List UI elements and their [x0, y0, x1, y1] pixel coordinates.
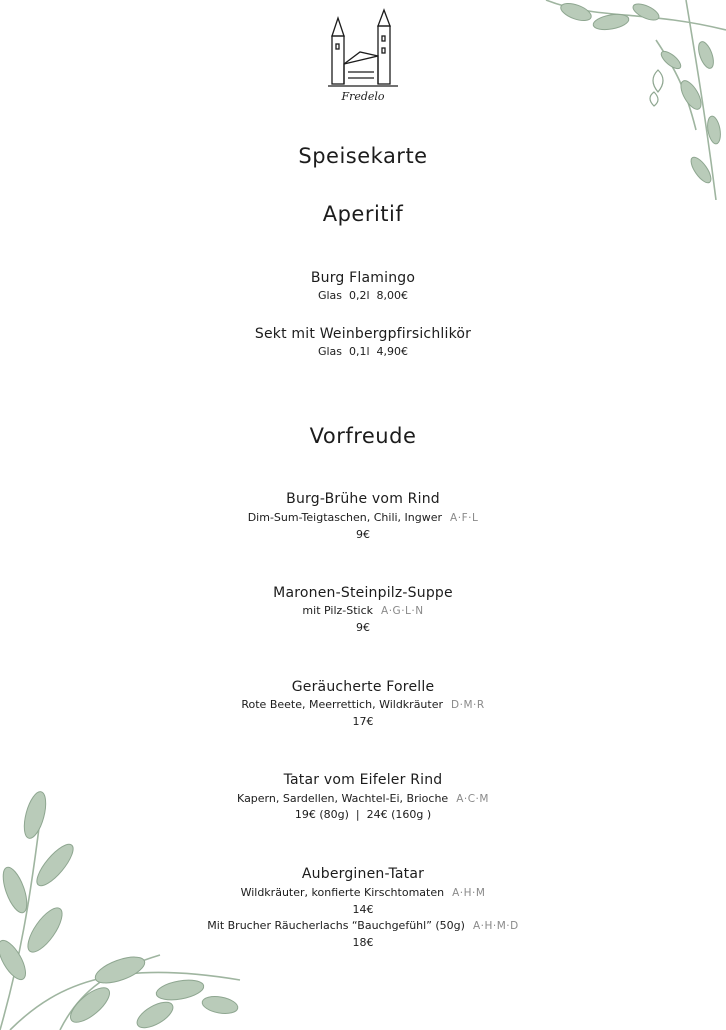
- menu-item-name: Tatar vom Eifeler Rind: [283, 772, 443, 788]
- description-text: Kapern, Sardellen, Wachtel-Ei, Brioche: [237, 792, 449, 805]
- page-title: Speisekarte: [298, 144, 428, 168]
- castle-logo-icon: [318, 8, 408, 108]
- section-heading-aperitif: Aperitif: [322, 202, 404, 226]
- menu-item-name: Auberginen-Tatar: [301, 866, 425, 882]
- menu-item-detail: Glas 0,2l 8,00€: [317, 289, 409, 302]
- allergen-codes: A·H·M: [452, 887, 486, 899]
- description-text: Rote Beete, Meerrettich, Wildkräuter: [241, 698, 444, 711]
- description-text: Dim-Sum-Teigtaschen, Chili, Ingwer: [247, 511, 443, 524]
- description-text: Wildkräuter, konfierte Kirschtomaten: [240, 886, 445, 899]
- menu-item-name: Sekt mit Weinbergpfirsichlikör: [254, 326, 472, 342]
- description-text: Mit Brucher Räucherlachs “Bauchgefühl” (50g): [207, 919, 465, 932]
- menu-item-price: 14€: [352, 903, 374, 916]
- menu-item-description: [0, 792, 726, 805]
- allergen-codes: D·M·R: [451, 699, 485, 711]
- menu-item-price: 17€: [352, 715, 374, 728]
- menu-item-name: Burg Flamingo: [310, 270, 416, 286]
- menu-item-name: Geräucherte Forelle: [291, 679, 435, 695]
- menu-item-description: [0, 604, 726, 617]
- menu-item-price: 19€ (80g) | 24€ (160g ): [294, 808, 432, 821]
- menu-item-description: [0, 698, 726, 711]
- allergen-codes: A·C·M: [456, 793, 489, 805]
- menu-item-name: Burg-Brühe vom Rind: [286, 491, 440, 507]
- leaf-decoration-top-right: [536, 0, 726, 200]
- allergen-codes: A·H·M·D: [472, 920, 519, 932]
- menu-item-extra-price: 18€: [352, 936, 374, 949]
- logo-script-text: Fredelo: [341, 90, 385, 103]
- menu-item-price: 9€: [356, 528, 370, 541]
- menu-item-extra-description: [0, 919, 726, 932]
- menu-item-description: [0, 511, 726, 524]
- section-heading-vorfreude: Vorfreude: [309, 424, 417, 448]
- description-text: mit Pilz-Stick: [302, 604, 374, 617]
- menu-item-name: Maronen-Steinpilz-Suppe: [273, 585, 453, 601]
- allergen-codes: A·F·L: [450, 512, 479, 524]
- allergen-codes: A·G·L·N: [381, 605, 424, 617]
- menu-item-description: [0, 886, 726, 899]
- menu-item-detail: Glas 0,1l 4,90€: [317, 345, 409, 358]
- menu-item-price: 9€: [356, 621, 370, 634]
